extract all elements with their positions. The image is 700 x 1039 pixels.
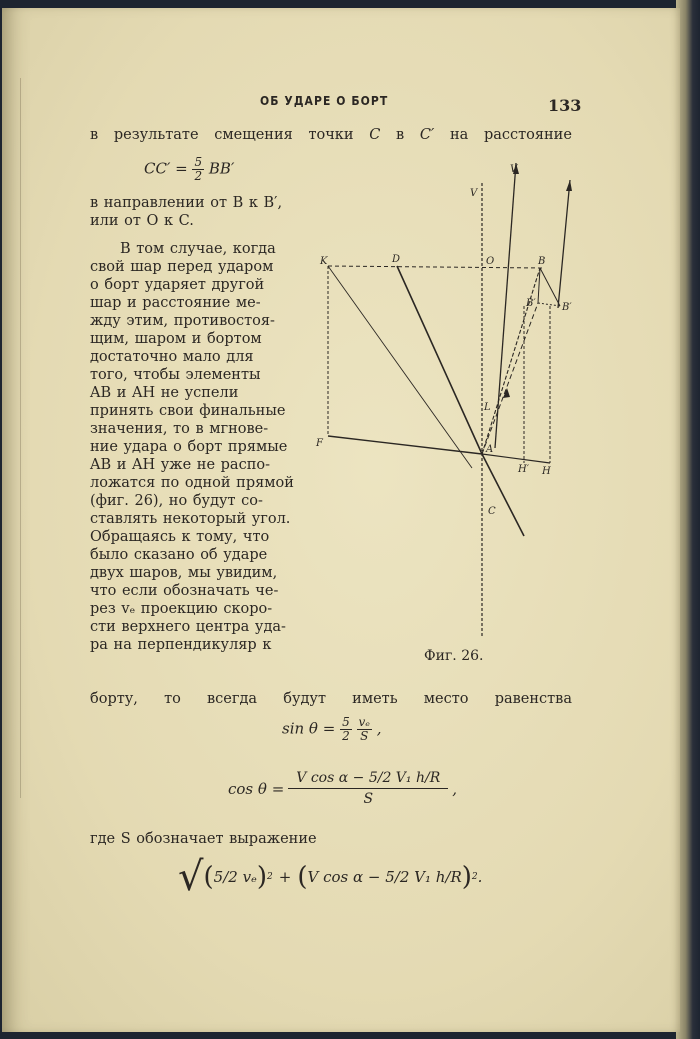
line-ah [482, 454, 550, 463]
para-line: ние удара о борт прямые [90, 439, 288, 455]
para-line: принять свои финальные [90, 403, 286, 419]
word: иметь [352, 691, 398, 707]
text-line-full [90, 690, 572, 708]
arrow-head [503, 388, 510, 398]
text-line-where: где S обозначает выражение [90, 831, 317, 847]
word: точки [308, 127, 354, 143]
label-b-prime: B′ [526, 298, 536, 309]
fraction [288, 768, 448, 809]
label-f: F [316, 438, 323, 449]
numerator: vₑ [358, 715, 370, 729]
formula-cos [228, 768, 457, 809]
dashed-line-kb [328, 266, 542, 268]
paren-icon: ( [203, 862, 214, 892]
label-a: A [486, 444, 494, 455]
word: в [396, 127, 405, 143]
para-line: ложатся по одной прямой [90, 475, 294, 491]
para-line: (фиг. 26), но будут со- [90, 493, 263, 509]
figure-caption: Фиг. 26. [424, 648, 484, 664]
para-line: что если обозначать че- [90, 583, 279, 599]
para-line: свой шар перед ударом [90, 259, 274, 275]
exponent: 2 [267, 872, 273, 882]
fraction [192, 156, 204, 183]
formula-rhs: BB′ [208, 159, 235, 178]
page-number: 133 [548, 96, 582, 115]
formula-lhs: cos θ = [228, 779, 285, 798]
word: всегда [207, 691, 258, 707]
para-line: рез vₑ проекцию скоро- [90, 601, 273, 617]
word: расстояние [483, 127, 572, 143]
formula-sin [282, 716, 382, 743]
book-page [2, 8, 680, 1032]
label-b: B [538, 256, 546, 267]
numerator: 5 [342, 715, 350, 729]
paren-icon: ) [256, 862, 268, 892]
para-line: Обращаясь к тому, что [90, 529, 270, 545]
text-line-3: или от O к C. [90, 213, 194, 229]
fraction [340, 716, 352, 743]
para-line: В том случае, когда [120, 241, 276, 257]
running-head: ОБ УДАРЕ О БОРТ [260, 94, 389, 108]
velocity-vector-v1 [558, 180, 570, 308]
word: борту, [90, 691, 138, 707]
word: будут [283, 691, 326, 707]
formula-cc [144, 156, 234, 183]
text-line-1 [90, 126, 572, 144]
label-o: O [486, 256, 495, 267]
exponent: 2 [471, 872, 478, 882]
sqrt-term-b: V cos α − 5/2 V₁ h/R [307, 868, 462, 886]
line-da [397, 266, 482, 454]
sqrt-term-a: 5/2 vₑ [213, 868, 257, 886]
label-c: C [488, 506, 496, 517]
text-line-2: в направлении от B к B′, [90, 195, 283, 211]
punctuation: , [376, 719, 382, 738]
label-h: H [542, 466, 551, 477]
page-margin-shadow [20, 78, 21, 798]
punctuation: , [452, 779, 458, 798]
word: место [423, 691, 469, 707]
denominator: 2 [194, 169, 203, 183]
arrow-head [566, 180, 572, 191]
para-line: AB и AH уже не распо- [90, 457, 270, 473]
para-line: ра на перпендикуляр к [90, 637, 272, 653]
plus-sign: + [278, 868, 292, 886]
line-bb-prime [538, 303, 560, 306]
formula-lhs: sin θ = [282, 719, 336, 738]
fraction [357, 716, 372, 743]
word: результате [113, 127, 199, 143]
para-line: жду этим, противостоя- [90, 313, 275, 329]
paren-icon: ) [461, 862, 472, 892]
line-bb [540, 268, 560, 306]
word: то [164, 691, 181, 707]
para-line: AB и AH не успели [90, 385, 239, 401]
para-line: о борт ударяет другой [90, 277, 265, 293]
para-line: достаточно мало для [90, 349, 254, 365]
para-line: того, чтобы элементы [90, 367, 261, 383]
para-line: сти верхнего центра уда- [90, 619, 286, 635]
line-fa [328, 436, 482, 454]
paren-icon: ( [297, 862, 308, 892]
label-v-left: V [470, 188, 478, 199]
radical-sign-icon: √ [178, 854, 204, 900]
para-line: щим, шаром и бортом [90, 331, 262, 347]
denominator: S [360, 729, 369, 743]
para-line: ставлять некоторый угол. [90, 511, 291, 527]
word: C [369, 127, 381, 143]
denominator: S [363, 791, 374, 807]
label-b-double-prime: B′ [562, 302, 572, 313]
dashed-line-ab [482, 268, 540, 454]
word: равенства [494, 691, 572, 707]
para-line: было сказано об ударе [90, 547, 268, 563]
word: на [449, 127, 469, 143]
para-line: двух шаров, мы увидим, [90, 565, 278, 581]
formula-lhs: CC′ = [144, 159, 188, 178]
label-l: L [484, 402, 491, 413]
velocity-vector-v [495, 163, 516, 448]
para-line: шар и расстояние ме- [90, 295, 261, 311]
formula-sqrt [178, 854, 482, 900]
numerator: V cos α − 5/2 V₁ h/R [288, 768, 448, 789]
dashed-line-ab-prime [482, 303, 538, 454]
denominator: 2 [342, 729, 350, 743]
figure-26-diagram [302, 158, 592, 648]
word: в [90, 127, 99, 143]
label-h-prime: H′ [518, 464, 529, 475]
label-d: D [392, 254, 401, 265]
punctuation: . [477, 868, 483, 886]
word: смещения [214, 127, 293, 143]
label-v-top: V [510, 164, 518, 175]
line-ka [328, 266, 472, 468]
label-k: K [320, 256, 328, 267]
numerator: 5 [194, 155, 203, 169]
para-line: значения, то в мгнове- [90, 421, 269, 437]
word: C′ [419, 127, 435, 143]
